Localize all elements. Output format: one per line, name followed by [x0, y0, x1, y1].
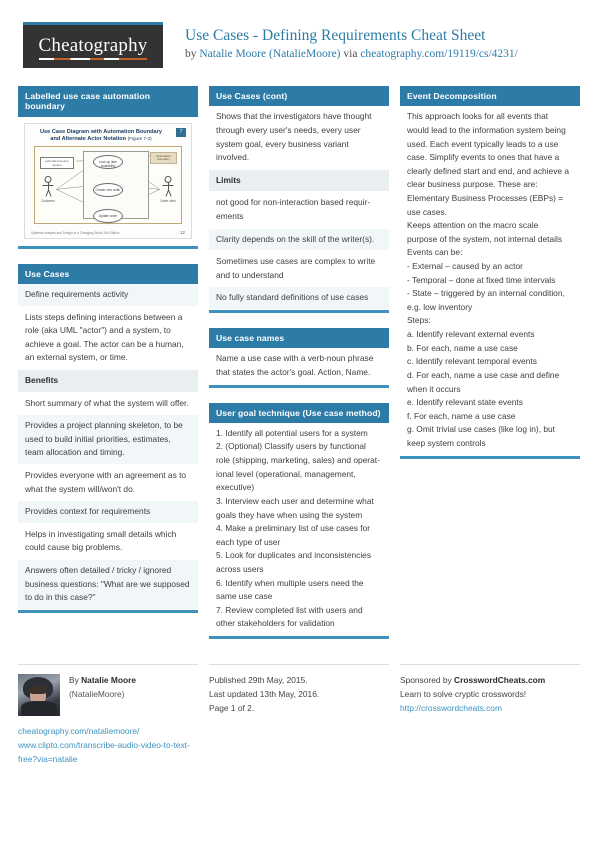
footer-author-column	[18, 664, 198, 767]
card-title: Use Cases	[18, 264, 198, 284]
author-prefix: By	[69, 675, 82, 685]
card-title: Event Decomposition	[400, 86, 580, 106]
row-line: Events can be:	[407, 247, 463, 258]
byline-prefix: by	[185, 48, 200, 61]
sponsor-line	[400, 674, 580, 688]
row-line: 2. (Optional) Classify users by functional	[216, 441, 366, 452]
row-line: that states the actor's goal. Action, Name.	[216, 366, 371, 377]
use-case-ellipse: Look up item availability	[93, 155, 123, 169]
author-links	[18, 725, 198, 767]
content-row	[400, 106, 580, 455]
row-line: - State – triggered by an internal condition,	[407, 288, 565, 299]
content-row	[18, 501, 198, 524]
content-row	[18, 415, 198, 465]
row-line: ements	[216, 210, 244, 221]
row-line: Clarity depends on the skill of the writer(s).	[216, 233, 375, 244]
author-sponsor-link[interactable]: www.clipto.com/transcribe-audio-video-to-text-free?via=natalie	[18, 739, 190, 764]
row-line: 5. Look for duplicates and inconsistencies	[216, 550, 372, 561]
use-case-ellipse: Create new order	[93, 183, 123, 197]
logo-text	[39, 35, 148, 59]
row-line: This approach looks for all events that	[407, 111, 549, 122]
sponsor-prefix: Sponsored by	[400, 675, 455, 685]
content-row	[209, 251, 389, 287]
row-line: - Temporal – done at fixed time intervals	[407, 274, 556, 285]
content-row	[209, 287, 389, 310]
card-title: Labelled use case automation boundary	[18, 86, 198, 117]
row-line: could cause big problems.	[25, 542, 123, 553]
row-line: across users	[216, 563, 264, 574]
row-line: other stakeholders for validation	[216, 618, 335, 629]
row-line: achieve a goal. The actor can be a human,	[25, 338, 184, 349]
card-labelled-use-case-automation-boundary	[18, 86, 198, 249]
page-number: Page 1 of 2.	[209, 702, 255, 713]
row-line: Define requirements activity	[25, 288, 129, 299]
content-row	[18, 284, 198, 307]
row-line: 4. Make a preliminary list of use cases for	[216, 523, 371, 534]
columns-container	[18, 86, 582, 654]
actor-order-clerk	[159, 176, 177, 203]
logo-underline-decoration	[39, 58, 148, 60]
row-line: d. For each, name a use case and define	[407, 369, 560, 380]
row-subheading	[18, 370, 198, 393]
row-line: b. For each, name a use case	[407, 342, 518, 353]
byline	[185, 47, 518, 62]
row-line: Provides context for requirements	[25, 506, 151, 517]
card-user-goal-technique	[209, 403, 389, 639]
row-line: Name a use case with a verb-noun phrase	[216, 353, 374, 364]
page-header	[18, 22, 582, 74]
row-line: what the system will/won't do.	[25, 483, 136, 494]
row-line: not good for non-interaction based requir-	[216, 197, 371, 208]
row-line: an external system, or time.	[25, 352, 128, 363]
row-line: Provides a project planning skeleton, to be	[25, 420, 183, 431]
card-rows	[400, 106, 580, 455]
automation-boundary-note: Automation boundary	[150, 152, 177, 164]
row-line: business questions: "What are we supposed	[25, 578, 190, 589]
byline-via: via	[340, 48, 361, 61]
use-case-ellipse: Update order	[93, 209, 123, 223]
row-line: a. Identify relevant external events	[407, 329, 535, 340]
column-3	[400, 86, 580, 474]
content-row	[209, 106, 389, 169]
card-use-cases-cont	[209, 86, 389, 313]
card-rows	[18, 284, 198, 610]
content-row	[209, 192, 389, 228]
row-line: would lead to the information system being	[407, 124, 566, 135]
row-line: 3. Interview each user and determine what	[216, 495, 374, 506]
column-2	[209, 86, 389, 654]
row-line: ional level (operational, management,	[216, 468, 356, 479]
content-row	[18, 560, 198, 610]
avatar	[18, 674, 60, 716]
diagram-title	[33, 129, 169, 144]
actor-label: Order clerk	[160, 198, 176, 203]
slide-number-badge: 7	[176, 128, 186, 137]
row-line: used. Each event typically leads to a use	[407, 138, 559, 149]
updated-date: Last updated 13th May, 2016.	[209, 688, 320, 699]
author-link[interactable]: Natalie Moore (NatalieMoore)	[199, 48, 341, 61]
row-line: to do in this case?"	[25, 592, 96, 603]
diagram-title-line-1: Use Case Diagram with Automation Boundary	[40, 128, 162, 135]
row-line: same use case	[216, 591, 273, 602]
column-1	[18, 86, 198, 628]
row-line: 6. Identify when multiple users need the	[216, 577, 364, 588]
author-block	[18, 674, 198, 716]
row-line: each type of user	[216, 536, 281, 547]
logo-label: Cheatography	[38, 34, 148, 56]
card-use-cases	[18, 264, 198, 613]
actor-label: Customer	[41, 198, 55, 203]
row-line: Benefits	[25, 374, 59, 385]
slide-footer-note: Systems Analysis and Design in a Changing World, 6th Edition	[31, 230, 120, 235]
row-line: e. Identify relevant state events	[407, 397, 523, 408]
author-name: Natalie Moore	[81, 675, 137, 685]
card-title: Use case names	[209, 328, 389, 348]
content-row	[209, 423, 389, 636]
row-line: purpose of the system, not internal details	[407, 233, 563, 244]
stick-figure-icon	[159, 176, 177, 198]
use-case-diagram-image[interactable]	[24, 123, 192, 239]
row-line: used to build initial priorities, estimates,	[25, 433, 171, 444]
page-title: Use Cases - Defining Requirements Cheat Sheet	[185, 27, 486, 44]
row-line: No fully standard definitions of use cases	[216, 292, 369, 303]
row-line: role (shipping, marketing, sales) and operat-	[216, 455, 380, 466]
card-use-case-names	[209, 328, 389, 388]
row-line: Provides everyone with an agreement as to	[25, 470, 187, 481]
diagram-title-line-2: and Alternate Actor Notation	[50, 136, 127, 143]
row-line: f. For each, name a use case	[407, 410, 516, 421]
published-date: Published 29th May, 2015.	[209, 675, 308, 685]
card-event-decomposition	[400, 86, 580, 459]
row-line: 7. Review completed list with users and	[216, 604, 363, 615]
row-line: role (aka UML "actor") and a system, to	[25, 325, 171, 336]
footer-publish-column	[209, 664, 389, 767]
stick-figure-icon	[39, 176, 57, 198]
content-row	[18, 393, 198, 416]
content-row	[209, 348, 389, 384]
header-title-block	[185, 22, 518, 62]
row-line: when it occurs	[407, 383, 461, 394]
row-subheading	[209, 170, 389, 193]
row-line: clearly defined start and end, and achieve a	[407, 165, 570, 176]
card-rows	[209, 423, 389, 636]
row-line: Steps:	[407, 315, 431, 326]
card-rows	[209, 348, 389, 384]
row-line: system goal, every business variant	[216, 138, 349, 149]
external-system-box: external inventory system	[40, 157, 74, 169]
cheatography-logo[interactable]	[23, 22, 163, 68]
author-name-line	[69, 674, 136, 688]
footer-sponsor-column	[400, 664, 580, 767]
row-line: Limits	[216, 174, 241, 185]
slide-footer-page: 12	[180, 229, 185, 235]
row-line: g. Omit trivial use cases (like log in), but	[407, 424, 556, 435]
row-line: c. Identify relevant temporal events	[407, 356, 537, 367]
sponsor-name: CrosswordCheats.com	[454, 675, 546, 685]
diagram-figure-label: (Figure 7-3)	[127, 136, 152, 142]
page-footer	[18, 656, 582, 767]
sponsor-url-link[interactable]: http://crosswordcheats.com	[400, 702, 502, 713]
source-url-link[interactable]: cheatography.com/19119/cs/4231/	[360, 48, 518, 61]
row-line: involved.	[216, 152, 250, 163]
card-image-body	[18, 117, 198, 246]
author-profile-link[interactable]: cheatography.com/nataliemoore/	[18, 726, 140, 736]
row-line: Lists steps defining interactions between a	[25, 311, 183, 322]
row-line: Helps in investigating small details which	[25, 528, 177, 539]
content-row	[209, 229, 389, 252]
author-text	[69, 674, 136, 702]
row-line: Keeps attention on the macro scale	[407, 220, 539, 231]
row-line: team allocation and timing.	[25, 447, 125, 458]
row-line: executive)	[216, 482, 255, 493]
card-title: User goal technique (Use case method)	[209, 403, 389, 423]
diagram-frame	[34, 146, 182, 224]
row-line: case. Simplify events to ones that have a	[407, 152, 560, 163]
row-line: Shows that the investigators have thought	[216, 111, 372, 122]
row-line: use cases.	[407, 206, 448, 217]
row-line: and to understand	[216, 269, 284, 280]
row-line: Sometimes use cases are complex to write	[216, 256, 376, 267]
content-row	[18, 524, 198, 560]
row-line: - External – caused by an actor	[407, 261, 523, 272]
row-line: e.g. low inventory	[407, 301, 473, 312]
row-line: clear business purpose. These are:	[407, 179, 538, 190]
row-line: 1. Identify all potential users for a system	[216, 427, 368, 438]
content-row	[18, 307, 198, 370]
row-line: Answers often detailed / tricky / ignored	[25, 565, 172, 576]
actor-customer	[39, 176, 57, 203]
row-line: goals they have when using the system	[216, 509, 363, 520]
sponsor-tagline: Learn to solve cryptic crosswords!	[400, 688, 527, 699]
row-line: Short summary of what the system will offer.	[25, 397, 189, 408]
author-handle: (NatalieMoore)	[69, 688, 125, 699]
card-rows	[209, 106, 389, 310]
row-line: Elementary Business Processes (EBPs) =	[407, 192, 564, 203]
content-row	[18, 465, 198, 501]
row-line: keep system controls	[407, 437, 486, 448]
card-title: Use Cases (cont)	[209, 86, 389, 106]
row-line: through every user's needs, every user	[216, 124, 361, 135]
